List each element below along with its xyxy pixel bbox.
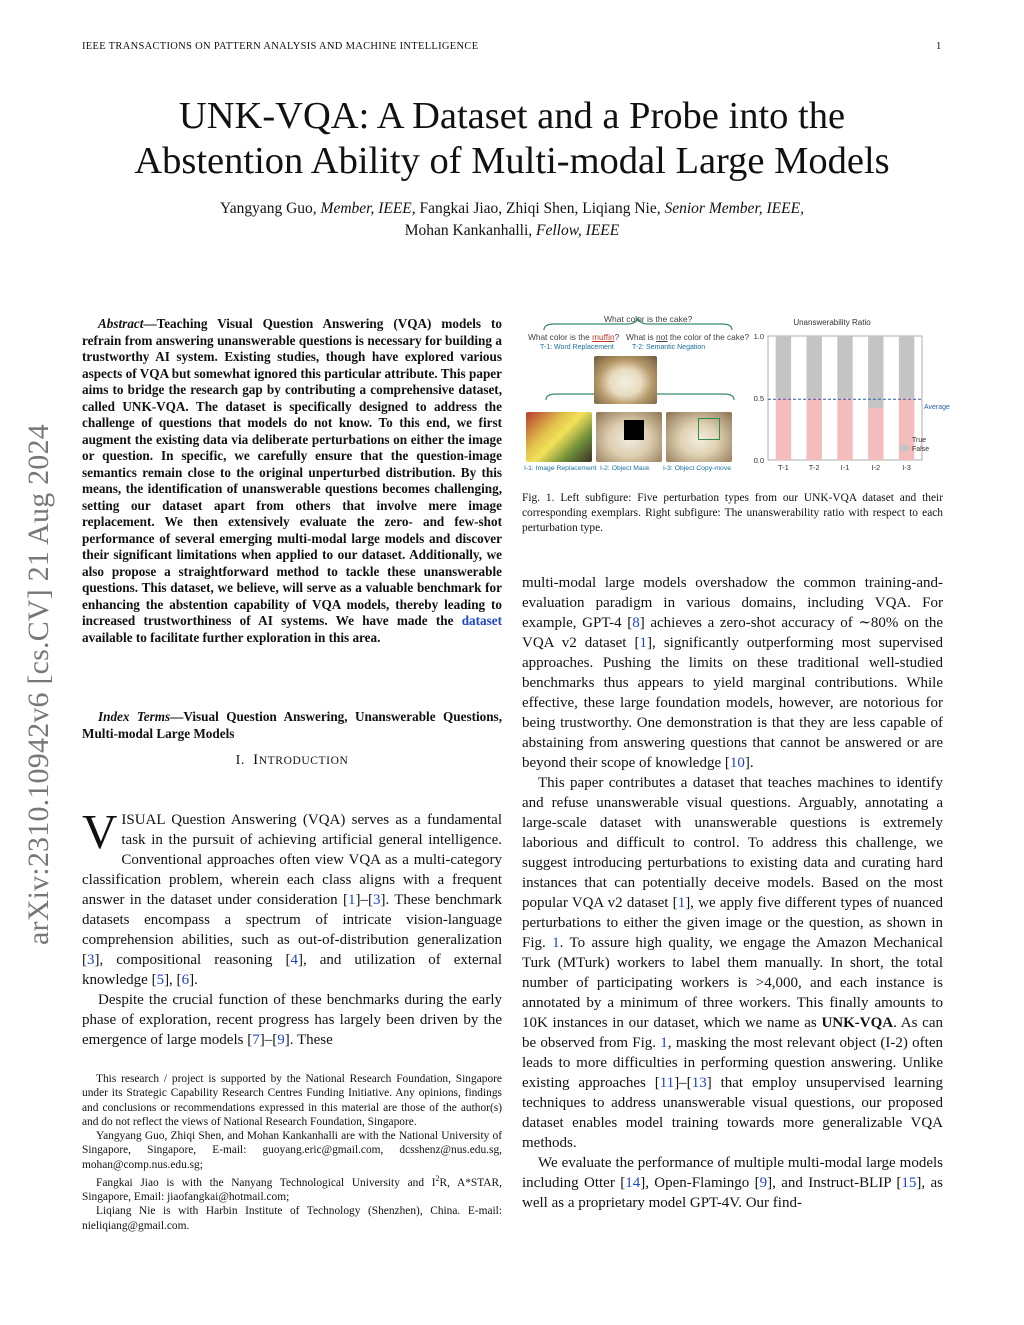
x-tick-label: T-2 xyxy=(808,463,820,472)
ref-link[interactable]: 15 xyxy=(901,1175,917,1191)
ref-link[interactable]: 7 xyxy=(252,1032,260,1048)
paper-title xyxy=(60,94,964,184)
intro-paragraph-2: Despite the crucial function of these benchmarks during the early phase of exploration, recent progress has largely been driven by the emergence of large models [7]–[9]. These xyxy=(82,992,502,1048)
footnotes xyxy=(82,1072,502,1233)
bar-true-i-1 xyxy=(837,398,852,460)
author-1: Yangyang Guo, xyxy=(220,200,317,217)
original-image xyxy=(594,356,657,404)
dataset-name: UNK-VQA xyxy=(821,1015,894,1031)
title-line-2: Abstention Ability of Multi-modal Large Models xyxy=(134,140,890,182)
index-terms-label: Index Terms xyxy=(98,709,171,724)
bar-false-i-1 xyxy=(837,336,852,398)
ref-link[interactable]: 8 xyxy=(632,615,640,631)
original-question: What color is the cake? xyxy=(604,314,693,324)
ref-link[interactable]: 1 xyxy=(347,892,356,908)
x-tick-label: I-3 xyxy=(902,463,911,472)
object-mask-photo xyxy=(596,412,662,462)
footnote-affiliation-3: Liqiang Nie is with Harbin Institute of Technology (Shenzhen), China. E-mail: nieliqiang@gmail.com. xyxy=(82,1205,502,1232)
chart-title: Unanswerability Ratio xyxy=(793,318,871,327)
ref-link[interactable]: 3 xyxy=(372,892,381,908)
ref-link[interactable]: 5 xyxy=(156,972,165,988)
footnote-funding: This research / project is supported by the National Research Foundation, Singapore under its Strategic Capability Research Centres Funding Initiative. Any opinions, findings and conclusions or recommendations expressed in this material are those of the author(s) and do not reflect the views of National Research Foundation, Singapore. xyxy=(82,1073,502,1128)
bar-false-t-1 xyxy=(776,336,791,398)
ref-link[interactable]: 10 xyxy=(729,755,745,771)
bar-false-t-2 xyxy=(807,336,822,398)
page-number: 1 xyxy=(936,41,942,52)
arxiv-identifier: arXiv:2310.10942v6 [cs.CV] 21 Aug 2024 xyxy=(22,424,55,945)
fig-link[interactable]: 1 xyxy=(660,1035,668,1051)
ref-link[interactable]: 9 xyxy=(759,1175,768,1191)
abstract xyxy=(82,316,502,646)
t2-label: T-2: Semantic Negation xyxy=(632,344,706,351)
bar-true-t-2 xyxy=(807,398,822,460)
ref-link[interactable]: 1 xyxy=(639,635,648,651)
bar-true-i-2 xyxy=(868,408,883,460)
index-terms-body: —Visual Question Answering, Unanswerable Questions, Multi-modal Large Models xyxy=(82,709,502,741)
ref-link[interactable]: 4 xyxy=(290,952,299,968)
section-heading: I. INTRODUCTION xyxy=(235,752,349,768)
x-tick-label: I-1 xyxy=(840,463,850,472)
author-1-role: Member, IEEE, xyxy=(320,200,416,217)
footnote-affiliation-2: Fangkai Jiao is with the Nanyang Technological University and $I^2R$, A*STAR, Singapore, Email: jiaofangkai@hotmail.com; xyxy=(82,1174,502,1204)
footnote-affiliation-1: Yangyang Guo, Zhiqi Shen, and Mohan Kankanhalli are with the National University of Singapore, Singapore, E-mail: guoyang.eric@gmail.com, dcsshenz@nus.edu.sg, mohan@comp.nus.edu.sg; xyxy=(82,1130,502,1171)
x-tick-label: T-1 xyxy=(777,463,789,472)
legend-label-false: False xyxy=(912,446,930,453)
fig-link[interactable]: 1 xyxy=(552,935,560,951)
i1-label: I-1: Image Replacement xyxy=(524,465,597,472)
y-tick-label: 1.0 xyxy=(753,332,764,341)
index-terms xyxy=(82,709,502,742)
right-paragraph-3: We evaluate the performance of multiple multi-modal large models including Otter [14], Open-Flamingo [9], and Instruct-BLIP [15], as well as a proprietary model GPT-4V. Our find- xyxy=(522,1155,943,1211)
figure-1 xyxy=(524,308,950,480)
right-column-text xyxy=(522,573,943,1213)
author-2-4: Fangkai Jiao, Zhiqi Shen, Liqiang Nie, xyxy=(419,200,661,217)
object-copy-move-photo xyxy=(666,412,732,462)
x-tick-label: I-2 xyxy=(871,463,881,472)
average-label: Average xyxy=(924,404,950,412)
bar-false-i-3 xyxy=(899,336,914,398)
abstract-body: —Teaching Visual Question Answering (VQA) models to refrain from answering unanswerable questions is necessary for building a trustworthy AI system. Existing studies, though have explored various aspects of VQA but somewhat ignored this particular attribute. This paper aims to bridge the research gap by contributing a comprehensive dataset, called UNK-VQA. The dataset is specifically designed to address the challenge of questions that models do not know. To this end, we first augment the existing data via deliberate perturbations on either the image or question. In specific, we carefully ensure that the question-image semantics remain close to the original unperturbed distribution. By this means, the identification of unanswerable questions becomes challenging, setting our dataset apart from others that involve mere image replacement. We then extensively evaluate the zero- and few-shot performance of several emerging multi-modal large models and discover their significant limitations when applied to our dataset. Additionally, we also propose a straightforward method to tackle these unanswerable questions. This dataset, we believe, will serve as a valuable benchmark for enhancing the abstention capability of VQA models, thereby leading to increased trustworthiness of AI systems. We have made the xyxy=(82,316,502,628)
author-5-role: Fellow, IEEE xyxy=(536,222,620,239)
mask-square xyxy=(624,420,644,440)
ref-link[interactable]: 3 xyxy=(87,952,95,968)
author-5: Mohan Kankanhalli, xyxy=(404,222,533,239)
copy-move-box xyxy=(698,418,720,440)
image-replacement-photo xyxy=(526,412,592,462)
legend-swatch-true xyxy=(900,436,909,442)
abstract-label: Abstract xyxy=(98,316,144,331)
title-line-1: UNK-VQA: A Dataset and a Probe into the xyxy=(178,95,846,137)
running-header: IEEE TRANSACTIONS ON PATTERN ANALYSIS AND MACHINE INTELLIGENCE xyxy=(82,41,479,52)
ref-link[interactable]: 1 xyxy=(677,895,686,911)
bar-true-t-1 xyxy=(776,398,791,460)
author-4-role: Senior Member, IEEE, xyxy=(664,200,804,217)
bar-false-i-2 xyxy=(868,336,883,408)
ref-link[interactable]: 11 xyxy=(659,1075,675,1091)
right-paragraph-1: multi-modal large models overshadow the common training-and-evaluation paradigm in various domains, including VQA. For example, GPT-4 [8] achieves a zero-shot accuracy of ∼80% on the VQA v2 dataset [1], significantly outperforming most supervised approaches. Pushing the limits on these traditional well-studied benchmarks thus appears to yield marginal contributions. While effective, these large foundation models, however, are notorious for being trustworthy. One demonstration is that they are less capable of abstaining from answering questions that cannot be answered or are beyond their scope of knowledge [10]. xyxy=(522,575,944,771)
ref-link[interactable]: 9 xyxy=(277,1032,285,1048)
ref-link[interactable]: 6 xyxy=(181,972,190,988)
i2-label: I-2: Object Mask xyxy=(600,465,650,472)
t1-question: What color is the muffin? xyxy=(528,332,620,342)
author-list xyxy=(60,198,964,242)
legend-swatch-false xyxy=(900,445,909,451)
y-tick-label: 0.0 xyxy=(753,456,764,465)
y-tick-label: 0.5 xyxy=(753,394,764,403)
legend-label-true: True xyxy=(912,437,927,444)
intro-paragraph-1: VISUAL Question Answering (VQA) serves as a fundamental task in the pursuit of achieving artificial general intelligence. Conventional approaches often view VQA as a multi-category classification problem, wherein each class aligns with a frequent answer in the dataset under consideration [1]–[3]. These benchmark datasets encompass a spectrum of intricate vision-language comprehension abilities, such as out-of-distribution generalization [3], compositional reasoning [4], and utilization of external knowledge [5], [6]. xyxy=(82,804,502,988)
abstract-tail: available to facilitate further exploration in this area. xyxy=(82,629,381,645)
i3-label: I-3: Object Copy-move xyxy=(663,465,731,472)
dropcap: V xyxy=(82,804,118,859)
figure-caption: Fig. 1. Left subfigure: Five perturbation types from our UNK-VQA dataset and their corresponding exemplars. Right subfigure: The unanswerability ratio with respect to each perturbation type. xyxy=(522,492,943,534)
ref-link[interactable]: 13 xyxy=(691,1075,707,1091)
right-paragraph-2: This paper contributes a dataset that teaches machines to identify and refuse unanswerable visual questions. Arguably, annotating a large-scale dataset with unanswerable questions is extremely laborious and difficult to control. To address this challenge, we suggest introducing perturbations to existing data and curating hard instances that can potentially deceive models. Based on the most popular VQA v2 dataset [1], we apply five different types of nuanced perturbations to either the given image or the question, as shown in Fig. 1. To assure high quality, we engage the Amazon Mechanical Turk (MTurk) workers to label them manually. In short, the total number of participating workers is >4,000, and each instance is annotated by a minimum of three workers. This finally amounts to 10K instances in our dataset, which we name as UNK-VQA. As can be observed from Fig. 1, masking the most relevant object (I-2) often leads to more difficulties in performing question answering. Unlike existing approaches [11]–[13] that employ unsupervised learning techniques to address unanswerable visual questions, our proposed dataset enables model training towards more generalizable VQA methods. xyxy=(522,775,944,1151)
ref-link[interactable]: 14 xyxy=(625,1175,641,1191)
t2-question: What is not the color of the cake? xyxy=(626,332,750,342)
unanswerability-chart xyxy=(742,308,950,478)
dataset-link[interactable]: dataset xyxy=(461,613,503,628)
introduction-text xyxy=(82,804,502,1050)
t1-label: T-1: Word Replacement xyxy=(540,344,614,351)
